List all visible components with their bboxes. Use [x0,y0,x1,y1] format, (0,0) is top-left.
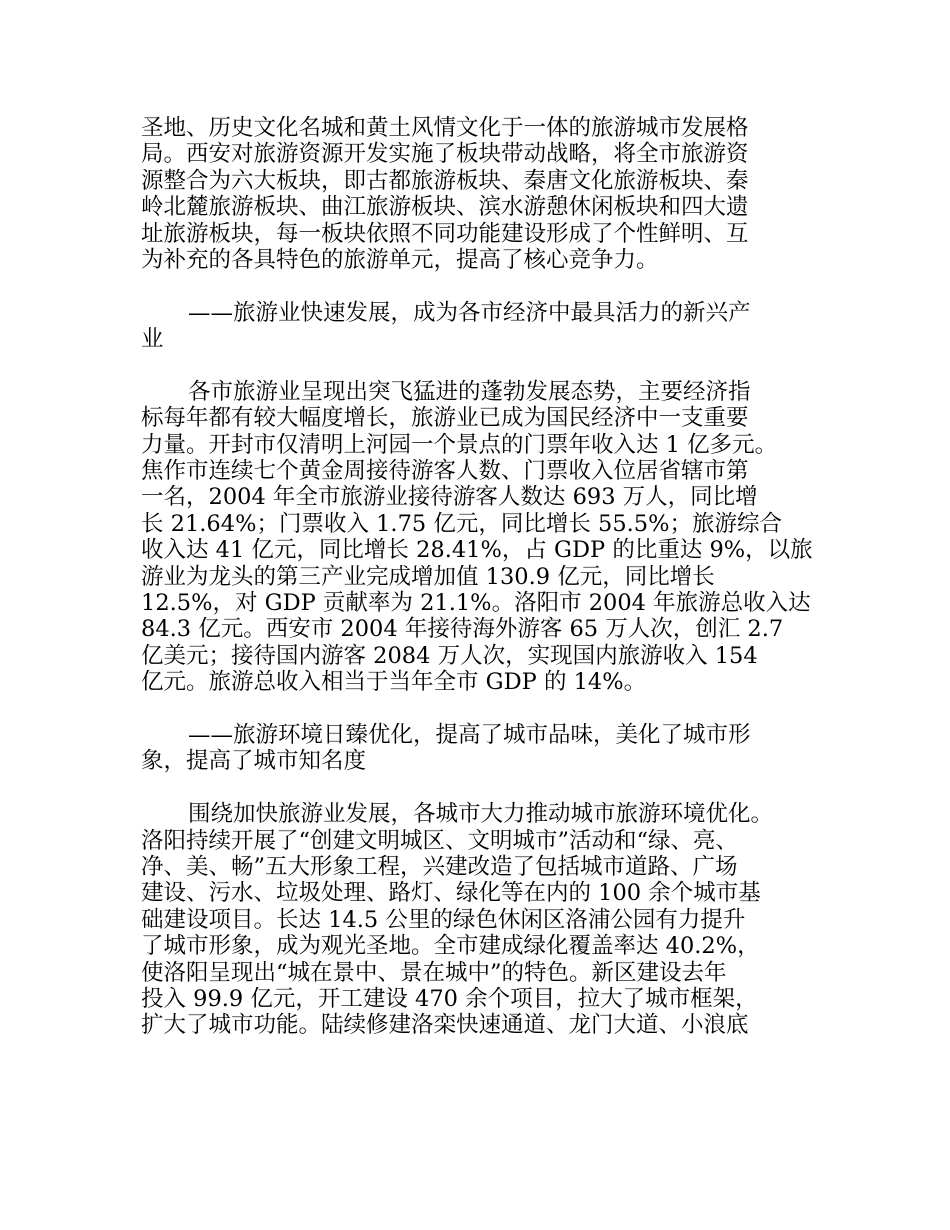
text-line: 12.5%，对 GDP 贡献率为 21.1%。洛阳市 2004 年旅游总收入达 [141,590,811,617]
text-line: 洛阳持续开展了“创建文明城区、文明城市”活动和“绿、亮、 [141,827,739,854]
text-line: 围绕加快旅游业发展，各城市大力推动城市旅游环境优化。 [188,801,774,828]
text-line: 投入 99.9 亿元，开工建设 470 余个项目，拉大了城市框架， [141,985,758,1012]
text-line: 净、美、畅”五大形象工程，兴建改造了包括城市道路、广场 [141,853,738,880]
text-line: 础建设项目。长达 14.5 公里的绿色休闲区洛浦公园有力提升 [141,906,746,933]
text-line: 使洛阳呈现出“城在景中、景在城中”的特色。新区建设去年 [141,959,727,986]
paragraph-gap [141,273,821,299]
text-line: 标每年都有较大幅度增长，旅游业已成为国民经济中一支重要 [141,405,749,432]
text-line: 岭北麓旅游板块、曲江旅游板块、滨水游憩休闲板块和四大遗 [141,194,749,221]
text-line: 一名，2004 年全市旅游业接待游客人数达 693 万人，同比增 [141,484,758,511]
paragraph-continuation [141,115,821,273]
heading-line: ——旅游业快速发展，成为各市经济中最具活力的新兴产 [188,299,751,326]
text-line: 建设、污水、垃圾处理、路灯、绿化等在内的 100 余个城市基 [141,880,761,907]
heading-line: 象，提高了城市知名度 [141,748,367,775]
heading-line: ——旅游环境日臻优化，提高了城市品味，美化了城市形 [188,721,751,748]
text-line: 84.3 亿元。西安市 2004 年接待海外游客 65 万人次，创汇 2.7 [141,616,784,643]
section-heading-tourism-growth [141,300,821,353]
text-line: 局。西安对旅游资源开发实施了板块带动战略，将全市旅游资 [141,141,749,168]
text-line: 了城市形象，成为观光圣地。全市建成绿化覆盖率达 40.2%， [141,933,760,960]
text-line: 游业为龙头的第三产业完成增加值 130.9 亿元，同比增长 [141,563,715,590]
text-line: 源整合为六大板块，即古都旅游板块、秦唐文化旅游板块、秦 [141,167,749,194]
text-line: 力量。开封市仅清明上河园一个景点的门票年收入达 1 亿多元。 [141,431,778,458]
paragraph-gap [141,696,821,722]
text-line: 长 21.64%；门票收入 1.75 亿元，同比增长 55.5%；旅游综合 [141,510,782,537]
text-line: 亿美元；接待国内游客 2084 万人次，实现国内旅游收入 154 [141,642,758,669]
text-line: 亿元。旅游总收入相当于当年全市 GDP 的 14%。 [141,669,647,696]
text-line: 为补充的各具特色的旅游单元，提高了核心竞争力。 [141,246,659,273]
text-line: 址旅游板块，每一板块依照不同功能建设形成了个性鲜明、互 [141,220,749,247]
text-line: 扩大了城市功能。陆续修建洛栾快速通道、龙门大道、小浪底 [141,1012,749,1039]
text-line: 收入达 41 亿元，同比增长 28.41%，占 GDP 的比重达 9%，以旅 [141,537,813,564]
text-line: 各市旅游业呈现出突飞猛进的蓬勃发展态势，主要经济指 [188,378,751,405]
section-heading-environment [141,722,821,775]
paragraph-environment [141,801,821,1039]
paragraph-growth [141,379,821,696]
paragraph-gap [141,775,821,801]
document-page [141,115,821,1039]
paragraph-gap [141,353,821,379]
text-line: 焦作市连续七个黄金周接待游客人数、门票收入位居省辖市第 [141,458,749,485]
text-line: 圣地、历史文化名城和黄土风情文化于一体的旅游城市发展格 [141,115,749,141]
heading-line: 业 [141,326,164,353]
